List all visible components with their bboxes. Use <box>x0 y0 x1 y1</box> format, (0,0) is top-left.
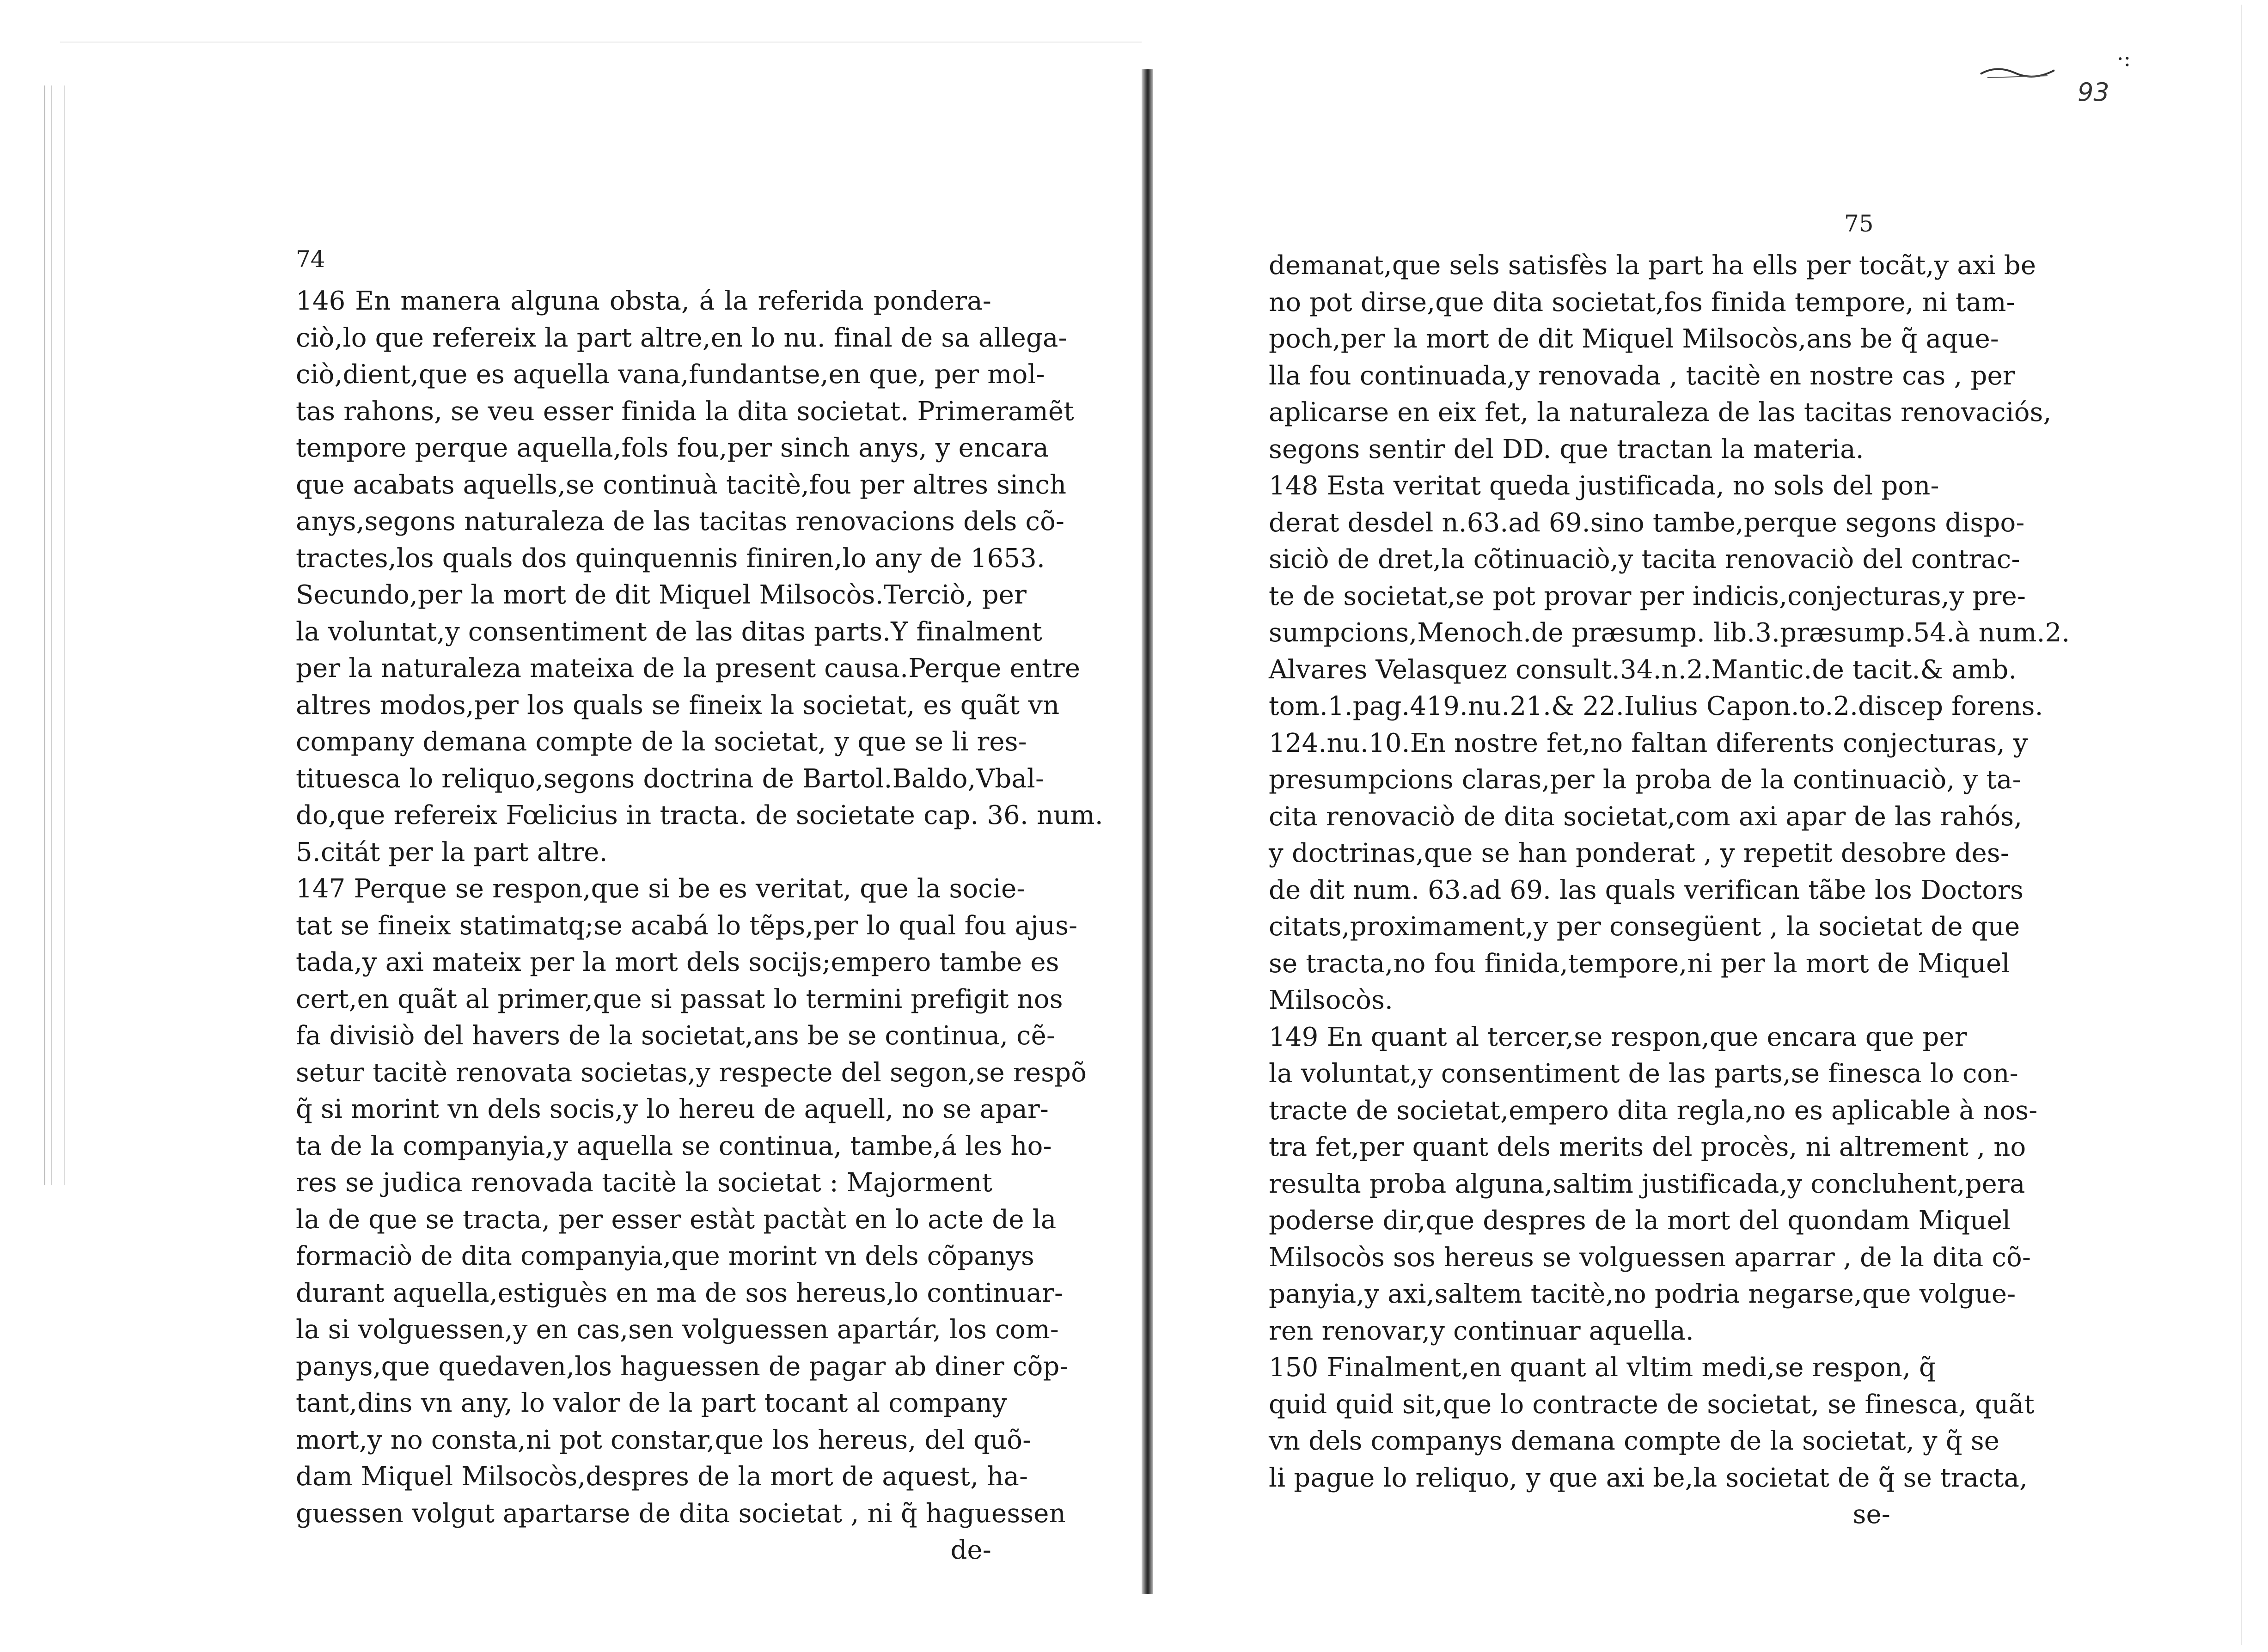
text-line: tracte de societat,empero dita regla,no es aplicable à nos- <box>1269 1095 2038 1126</box>
text-line: se tracta,no fou finida,tempore,ni per la mort de Miquel <box>1269 948 2010 979</box>
text-line: setur tacitè renovata societas,y respecte del segon,se respõ <box>296 1057 1087 1088</box>
text-line: company demana compte de la societat, y que se li res- <box>296 727 1027 757</box>
text-line: tempore perque aquella,fols fou,per sinch anys, y encara <box>296 433 1049 463</box>
text-line: per la naturaleza mateixa de la present causa.Perque entre <box>296 653 1081 683</box>
text-line: vn dels companys demana compte de la societat, y q̃ se <box>1269 1426 2000 1456</box>
text-line: 148 Esta veritat queda justificada, no sols del pon- <box>1269 471 1939 501</box>
text-line: quid quid sit,que lo contracte de societat, se finesca, quãt <box>1269 1389 2035 1420</box>
text-line: poch,per la mort de dit Miquel Milsocòs,ans be q̃ aque- <box>1269 324 1999 354</box>
left-page <box>60 42 1142 1623</box>
text-line: y doctrinas,que se han ponderat , y repetit desobre des- <box>1269 838 2009 868</box>
text-line: tat se fineix statimatq;se acabá lo tẽps,per lo qual fou ajus- <box>296 910 1078 941</box>
left-page-text <box>296 283 1103 1569</box>
text-line: de dit num. 63.ad 69. las quals verifican tãbe los Doctors <box>1269 875 2024 905</box>
text-line: tant,dins vn any, lo valor de la part tocant al company <box>296 1388 1007 1418</box>
text-line: no pot dirse,que dita societat,fos finida tempore, ni tam- <box>1269 287 2015 317</box>
text-line: fa divisiò del havers de la societat,ans be se continua, cẽ- <box>296 1021 1056 1051</box>
text-line: panys,que quedaven,los haguessen de pagar ab diner cõp- <box>296 1351 1069 1382</box>
text-line: ren renovar,y continuar aquella. <box>1269 1316 1694 1346</box>
text-line: tra fet,per quant dels merits del procès, ni altrement , no <box>1269 1132 2026 1162</box>
text-line: 149 En quant al tercer,se respon,que encara que per <box>1269 1022 1967 1052</box>
text-line: mort,y no consta,ni pot constar,que los hereus, del quõ- <box>296 1425 1032 1455</box>
folio-number: 93 <box>2078 78 2109 107</box>
text-line: tituesca lo reliquo,segons doctrina de Bartol.Baldo,Vbal- <box>296 763 1045 794</box>
text-line: q̃ si morint vn dels socis,y lo hereu de aquell, no se apar- <box>296 1094 1049 1124</box>
text-line: li pague lo reliquo, y que axi be,la societat de q̃ se tracta, <box>1269 1463 2028 1493</box>
text-line: de- <box>950 1535 991 1565</box>
page-edge <box>2241 5 2261 1645</box>
text-line: aplicarse en eix fet, la naturaleza de las tacitas renovaciós, <box>1269 397 2052 427</box>
text-line: te de societat,se pot provar per indicis,conjecturas,y pre- <box>1269 581 2026 611</box>
text-line: sumpcions,Menoch.de præsump. lib.3.præsump.54.à num.2. <box>1269 618 2070 648</box>
text-line: guessen volgut apartarse de dita societat , ni q̃ haguessen <box>296 1498 1066 1529</box>
text-line: dam Miquel Milsocòs,despres de la mort de aquest, ha- <box>296 1462 1028 1492</box>
text-line: formaciò de dita companyia,que morint vn dels cõpanys <box>296 1241 1034 1271</box>
text-line: la si volguessen,y en cas,sen volguessen apartár, los com- <box>296 1315 1059 1345</box>
text-line: segons sentir del DD. que tractan la materia. <box>1269 434 1864 464</box>
text-line: tas rahons, se veu esser finida la dita societat. Primeramẽt <box>296 396 1074 427</box>
text-line: la voluntat,y consentiment de las parts,se finesca lo con- <box>1269 1059 2018 1089</box>
text-line: tada,y axi mateix per la mort dels socijs;empero tambe es <box>296 947 1059 977</box>
text-line: se- <box>1852 1500 1890 1530</box>
text-line: Milsocòs. <box>1269 985 1394 1015</box>
text-line: cert,en quãt al primer,que si passat lo termini prefigit nos <box>296 984 1063 1014</box>
ink-marks: ·: <box>2117 46 2131 71</box>
text-line: resulta proba alguna,saltim justificada,y concluhent,pera <box>1269 1169 2025 1199</box>
page-number: 75 <box>1844 210 1874 237</box>
right-page-text <box>1269 247 2070 1533</box>
text-line: que acabats aquells,se continuà tacitè,fou per altres sinch <box>296 469 1067 500</box>
right-page <box>1153 0 2267 1652</box>
text-line: derat desdel n.63.ad 69.sino tambe,perque segons dispo- <box>1269 507 2025 538</box>
book-gutter <box>1142 69 1153 1594</box>
text-line: cita renovaciò de dita societat,com axi apar de las rahós, <box>1269 801 2023 832</box>
text-line: citats,proximament,y per consegüent , la societat de que <box>1269 912 2020 942</box>
text-line: anys,segons naturaleza de las tacitas renovacions dels cõ- <box>296 506 1065 536</box>
text-line: 150 Finalment,en quant al vltim medi,se respon, q̃ <box>1269 1353 1936 1383</box>
text-line: ciò,dient,que es aquella vana,fundantse,en que, per mol- <box>296 360 1045 390</box>
page-number: 74 <box>296 246 325 273</box>
text-line: Secundo,per la mort de dit Miquel Milsocòs.Terciò, per <box>296 580 1027 610</box>
text-line: lla fou continuada,y renovada , tacitè en nostre cas , per <box>1269 360 2015 391</box>
text-line: ciò,lo que refereix la part altre,en lo nu. final de sa allega- <box>296 323 1067 353</box>
text-line: ta de la companyia,y aquella se continua, tambe,á les ho- <box>296 1131 1052 1161</box>
text-line: Alvares Velasquez consult.34.n.2.Mantic.de tacit.& amb. <box>1269 654 2017 685</box>
text-line: altres modos,per los quals se fineix la societat, es quãt vn <box>296 690 1060 720</box>
text-line: do,que refereix Fœlicius in tracta. de societate cap. 36. num. <box>296 800 1103 830</box>
text-line: 124.nu.10.En nostre fet,no faltan diferents conjecturas, y <box>1269 728 2028 758</box>
text-line: demanat,que sels satisfès la part ha ells per tocãt,y axi be <box>1269 250 2036 280</box>
text-line: la voluntat,y consentiment de las ditas parts.Y finalment <box>296 616 1043 647</box>
text-line: 147 Perque se respon,que si be es veritat, que la socie- <box>296 874 1026 904</box>
text-line: Milsocòs sos hereus se volguessen aparrar , de la dita cõ- <box>1269 1242 2031 1273</box>
text-line: durant aquella,estiguès en ma de sos hereus,lo continuar- <box>296 1278 1064 1308</box>
text-line: 146 En manera alguna obsta, á la referida pondera- <box>296 286 991 316</box>
text-line: res se judica renovada tacitè la societat : Majorment <box>296 1168 993 1198</box>
text-line: panyia,y axi,saltem tacitè,no podria negarse,que volgue- <box>1269 1279 2016 1309</box>
text-line: tractes,los quals dos quinquennis finiren,lo any de 1653. <box>296 543 1045 573</box>
text-line: la de que se tracta, per esser estàt pactàt en lo acte de la <box>296 1204 1057 1235</box>
text-line: poderse dir,que despres de la mort del quondam Miquel <box>1269 1206 2011 1236</box>
text-line: 5.citát per la part altre. <box>296 837 608 867</box>
handwritten-mark <box>1978 60 2057 83</box>
text-line: siciò de dret,la cõtinuaciò,y tacita renovaciò del contrac- <box>1269 544 2020 574</box>
text-line: presumpcions claras,per la proba de la continuaciò, y ta- <box>1269 765 2021 795</box>
text-line: tom.1.pag.419.nu.21.& 22.Iulius Capon.to.2.discep forens. <box>1269 691 2043 721</box>
